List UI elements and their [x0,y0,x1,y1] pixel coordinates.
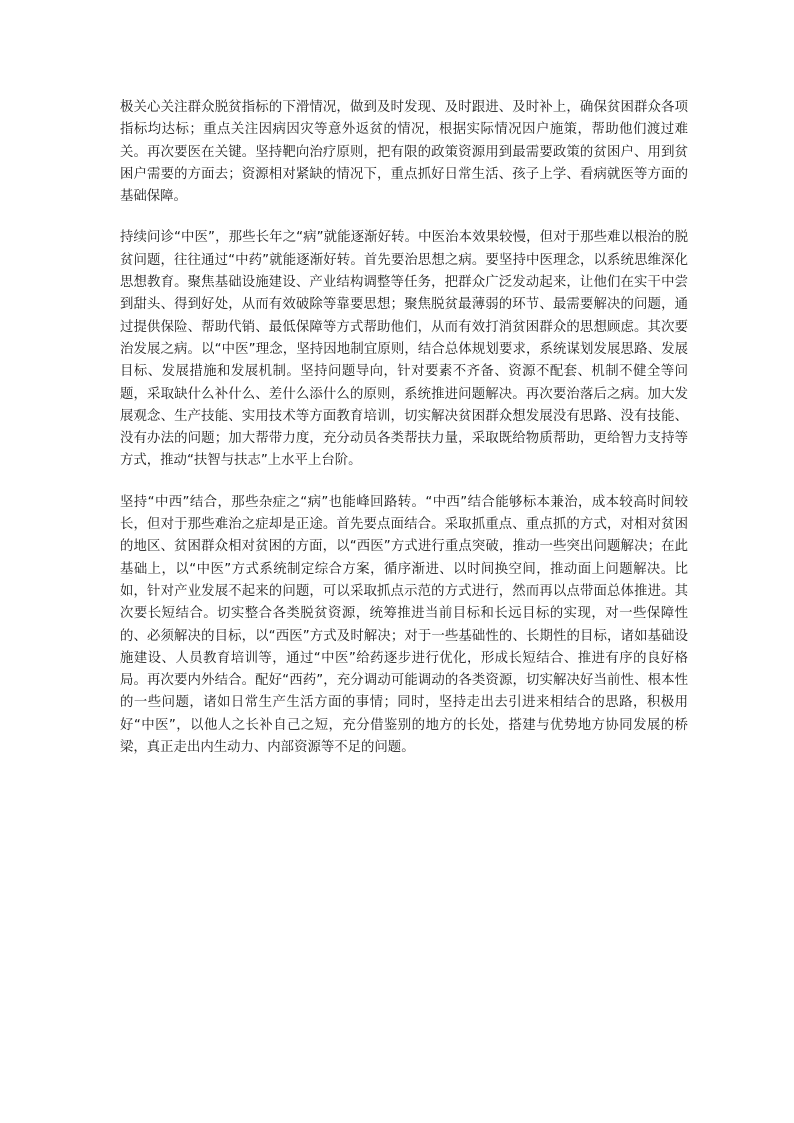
paragraph-1: 极关心关注群众脱贫指标的下滑情况，做到及时发现、及时跟进、及时补上，确保贫困群众各项指标均达标；重点关注因病因灾等意外返贫的情况，根据实际情况因户施策，帮助他们渡过难关。再次要医在关键。坚持靶向治疗原则，把有限的政策资源用到最需要政策的贫困户、用到贫困户需要的方面去；资源相对紧缺的情况下，重点抓好日常生活、孩子上学、看病就医等方面的基础保障。 [120,100,688,205]
paragraph-2: 持续问诊“中医”，那些长年之“病”就能逐渐好转。中医治本效果较慢，但对于那些难以根治的脱贫问题，往往通过“中药”就能逐渐好转。首先要治思想之病。要坚持中医理念，以系统思维深化思想教育。聚焦基础设施建设、产业结构调整等任务，把群众广泛发动起来，让他们在实干中尝到甜头、得到好处，从而有效破除等靠要思想；聚焦脱贫最薄弱的环节、最需要解决的问题，通过提供保险、帮助代销、最低保障等方式帮助他们，从而有效打消贫困群众的思想顾虑。其次要治发展之病。以“中医”理念，坚持因地制宜原则，结合总体规划要求，系统谋划发展思路、发展目标、发展措施和发展机制。坚持问题导向，针对要素不齐备、资源不配套、机制不健全等问题，采取缺什么补什么、差什么添什么的原则，系统推进问题解决。再次要治落后之病。加大发展观念、生产技能、实用技术等方面教育培训，切实解决贫困群众想发展没有思路、没有技能、没有办法的问题；加大帮带力度，充分动员各类帮扶力量，采取既给物质帮助，更给智力支持等方式，推动“扶智与扶志”上水平上台阶。 [120,230,688,469]
paragraph-3: 坚持“中西”结合，那些杂症之“病”也能峰回路转。“中西”结合能够标本兼治，成本较高时间较长，但对于那些难治之症却是正途。首先要点面结合。采取抓重点、重点抓的方式，对相对贫困的地区、贫困群众相对贫困的方面，以“西医”方式进行重点突破，推动一些突出问题解决；在此基础上，以“中医”方式系统制定综合方案，循序渐进、以时间换空间，推动面上问题解决。比如，针对产业发展不起来的问题，可以采取抓点示范的方式进行，然而再以点带面总体推进。其次要长短结合。切实整合各类脱贫资源，统筹推进当前目标和长远目标的实现，对一些保障性的、必须解决的目标，以“西医”方式及时解决；对于一些基础性的、长期性的目标，诸如基础设施建设、人员教育培训等，通过“中医”给药逐步进行优化，形成长短结合、推进有序的良好格局。再次要内外结合。配好“西药”，充分调动可能调动的各类资源，切实解决好当前性、根本性的一些问题，诸如日常生产生活方面的事情；同时，坚持走出去引进来相结合的思路，积极用好“中医”，以他人之长补自己之短，充分借鉴别的地方的长处，搭建与优势地方协同发展的桥梁，真正走出内生动力、内部资源等不足的问题。 [120,494,688,756]
document-body [120,97,688,778]
